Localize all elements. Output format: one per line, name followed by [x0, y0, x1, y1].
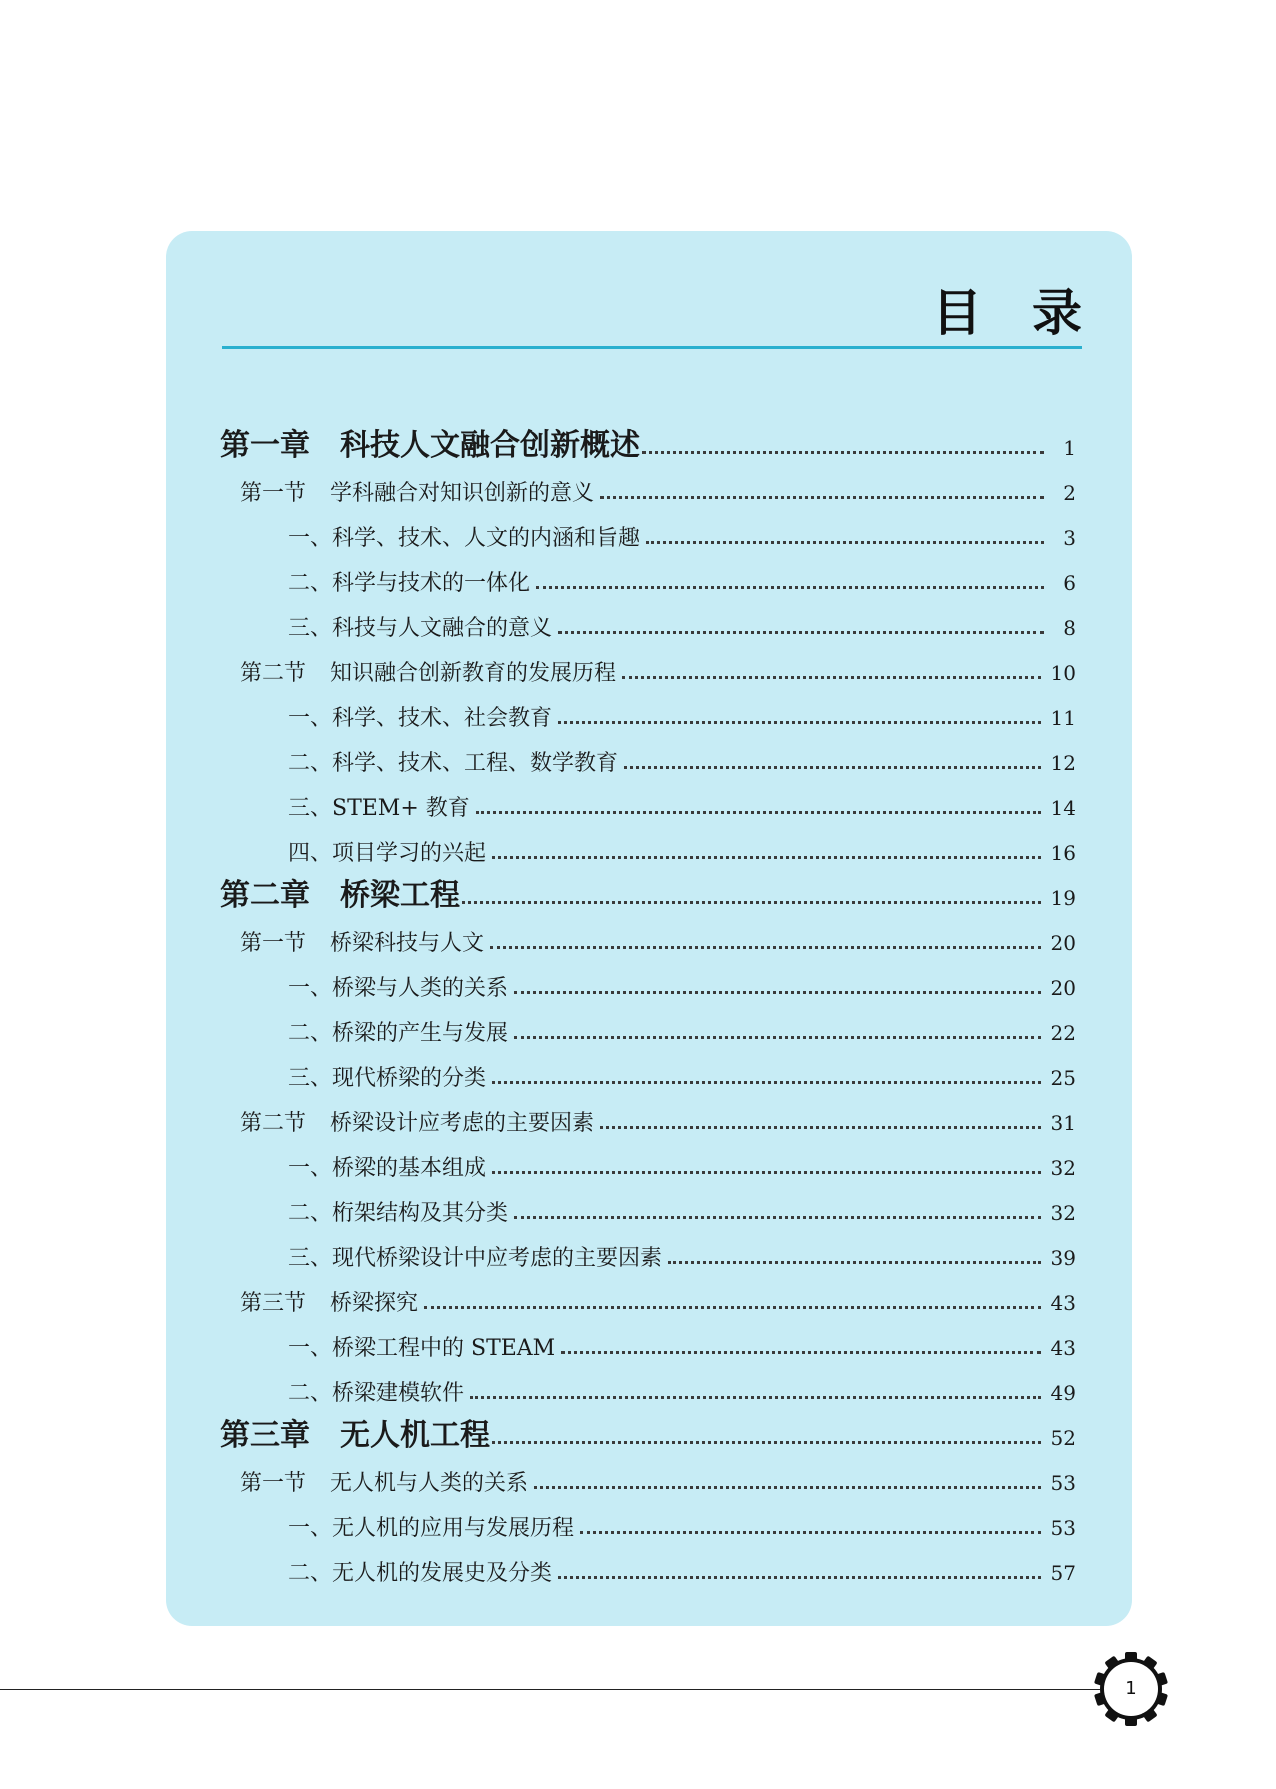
toc-entry-title: 三、科技与人文融合的意义 [288, 616, 553, 641]
toc-entry-chapter[interactable] [220, 871, 1076, 916]
toc-entry-item[interactable] [220, 601, 1076, 646]
toc-entry-page: 32 [1050, 1201, 1076, 1225]
toc-entry-label [220, 1511, 574, 1542]
toc-entry-page: 53 [1050, 1516, 1076, 1540]
dot-leader [624, 766, 1041, 769]
toc-entry-label [220, 791, 470, 822]
dot-leader [424, 1306, 1041, 1309]
toc-entry-label [220, 521, 640, 552]
toc-entry-label [220, 656, 616, 687]
toc-entry-title: 二、桥梁建模软件 [288, 1381, 465, 1406]
toc-entry-label [220, 1286, 418, 1317]
dot-leader [600, 496, 1044, 499]
toc-entry-title: 二、桁架结构及其分类 [288, 1201, 509, 1226]
toc-entry-label [220, 1151, 486, 1182]
toc-entry-number: 第一节 [240, 481, 307, 506]
toc-entry-label [220, 746, 618, 777]
dot-leader [561, 1351, 1040, 1354]
dot-leader [622, 676, 1041, 679]
toc-entry-title: 三、现代桥梁的分类 [288, 1066, 487, 1091]
dot-leader [514, 1036, 1041, 1039]
toc-entry-item[interactable] [220, 826, 1076, 871]
toc-entry-label [220, 1331, 555, 1362]
toc-entry-page: 39 [1050, 1246, 1076, 1270]
toc-entry-title: 二、无人机的发展史及分类 [288, 1561, 553, 1586]
toc-entry-title: 学科融合对知识创新的意义 [330, 481, 595, 506]
page-number: 1 [1125, 1678, 1137, 1699]
toc-entry-page: 3 [1063, 526, 1076, 550]
dot-leader [600, 1126, 1041, 1129]
toc-entry-page: 49 [1050, 1381, 1076, 1405]
dot-leader [492, 1171, 1041, 1174]
toc-entry-label [220, 611, 552, 642]
dot-leader [558, 721, 1041, 724]
dot-leader [490, 946, 1041, 949]
toc-entry-number: 第二节 [240, 661, 307, 686]
toc-entry-page: 43 [1050, 1336, 1076, 1360]
toc-entry-page: 12 [1050, 751, 1076, 775]
toc-entry-section[interactable] [220, 466, 1076, 511]
dot-leader [558, 1576, 1041, 1579]
toc-entry-title: 三、现代桥梁设计中应考虑的主要因素 [288, 1246, 663, 1271]
toc-entry-item[interactable] [220, 691, 1076, 736]
toc-entry-item[interactable] [220, 1006, 1076, 1051]
toc-entry-title: 二、桥梁的产生与发展 [288, 1021, 509, 1046]
toc-entry-number: 第一节 [240, 931, 307, 956]
toc-entry-title: 桥梁探究 [330, 1291, 419, 1316]
toc-entry-label [220, 870, 460, 914]
dot-leader [536, 586, 1044, 589]
dot-leader [514, 1216, 1041, 1219]
toc-entry-title: 四、项目学习的兴起 [288, 841, 487, 866]
toc-entry-label [220, 1410, 490, 1454]
toc-entry-section[interactable] [220, 1276, 1076, 1321]
toc-entry-label [220, 701, 552, 732]
toc-entry-page: 32 [1050, 1156, 1076, 1180]
toc-entry-label [220, 836, 486, 867]
toc-entry-title: 一、科学、技术、人文的内涵和旨趣 [288, 526, 641, 551]
toc-entry-item[interactable] [220, 1141, 1076, 1186]
toc-entry-item[interactable] [220, 1546, 1076, 1591]
toc-entry-title: 知识融合创新教育的发展历程 [330, 661, 617, 686]
toc-entry-page: 10 [1050, 661, 1076, 685]
toc-entry-page: 53 [1050, 1471, 1076, 1495]
toc-entry-page: 57 [1050, 1561, 1076, 1585]
toc-entry-item[interactable] [220, 961, 1076, 1006]
toc-entry-section[interactable] [220, 1096, 1076, 1141]
toc-entry-title: 一、桥梁工程中的 STEAM [288, 1336, 556, 1361]
toc-entry-label [220, 1466, 528, 1497]
toc-entry-chapter[interactable] [220, 1411, 1076, 1456]
toc-entries [220, 421, 1076, 1591]
toc-entry-item[interactable] [220, 1051, 1076, 1096]
toc-entry-page: 1 [1063, 436, 1076, 460]
toc-entry-page: 52 [1050, 1426, 1076, 1450]
dot-leader [492, 856, 1041, 859]
toc-entry-number: 第二节 [240, 1111, 307, 1136]
toc-entry-item[interactable] [220, 556, 1076, 601]
toc-entry-title: 科技人文融合创新概述 [340, 428, 640, 463]
toc-entry-page: 16 [1050, 841, 1076, 865]
toc-entry-label [220, 1061, 486, 1092]
toc-entry-label [220, 1241, 662, 1272]
toc-entry-number: 第三章 [220, 1418, 310, 1453]
dot-leader [580, 1531, 1041, 1534]
toc-entry-page: 11 [1050, 706, 1076, 730]
toc-entry-section[interactable] [220, 1456, 1076, 1501]
toc-entry-item[interactable] [220, 736, 1076, 781]
toc-entry-item[interactable] [220, 1231, 1076, 1276]
toc-entry-item[interactable] [220, 1366, 1076, 1411]
toc-entry-page: 8 [1063, 616, 1076, 640]
toc-entry-page: 20 [1050, 976, 1076, 1000]
dot-leader [476, 811, 1041, 814]
toc-entry-label [220, 566, 530, 597]
toc-entry-item[interactable] [220, 511, 1076, 556]
toc-entry-item[interactable] [220, 1501, 1076, 1546]
toc-entry-title: 无人机与人类的关系 [330, 1471, 529, 1496]
toc-entry-item[interactable] [220, 781, 1076, 826]
dot-leader [470, 1396, 1041, 1399]
dot-leader [534, 1486, 1041, 1489]
dot-leader [492, 1081, 1041, 1084]
toc-entry-page: 2 [1063, 481, 1076, 505]
dot-leader [668, 1261, 1041, 1264]
toc-entry-page: 43 [1050, 1291, 1076, 1315]
toc-title: 目录 [932, 284, 1132, 342]
toc-entry-label [220, 926, 484, 957]
dot-leader [492, 1441, 1041, 1444]
title-rule [222, 346, 1082, 349]
dot-leader [646, 541, 1044, 544]
toc-entry-section[interactable] [220, 646, 1076, 691]
toc-entry-title: 一、桥梁与人类的关系 [288, 976, 509, 1001]
toc-entry-title: 一、无人机的应用与发展历程 [288, 1516, 575, 1541]
toc-entry-label [220, 1196, 508, 1227]
toc-entry-label [220, 1376, 464, 1407]
toc-entry-title: 桥梁设计应考虑的主要因素 [330, 1111, 595, 1136]
toc-entry-page: 20 [1050, 931, 1076, 955]
toc-entry-label [220, 1016, 508, 1047]
footer-rule [0, 1689, 1100, 1690]
dot-leader [462, 901, 1041, 904]
toc-entry-label [220, 420, 640, 464]
toc-entry-label [220, 1556, 552, 1587]
toc-entry-page: 25 [1050, 1066, 1076, 1090]
toc-entry-item[interactable] [220, 1321, 1076, 1366]
toc-entry-label [220, 476, 594, 507]
toc-entry-number: 第二章 [220, 878, 310, 913]
toc-entry-title: 二、科学与技术的一体化 [288, 571, 531, 596]
toc-entry-page: 19 [1050, 886, 1076, 910]
toc-entry-title: 一、科学、技术、社会教育 [288, 706, 553, 731]
toc-entry-number: 第三节 [240, 1291, 307, 1316]
dot-leader [514, 991, 1041, 994]
toc-entry-title: 无人机工程 [340, 1418, 490, 1453]
toc-entry-number: 第一章 [220, 428, 310, 463]
toc-entry-section[interactable] [220, 916, 1076, 961]
toc-entry-title: 二、科学、技术、工程、数学教育 [288, 751, 619, 776]
dot-leader [558, 631, 1044, 634]
toc-entry-number: 第一节 [240, 1471, 307, 1496]
toc-entry-label [220, 1106, 594, 1137]
toc-entry-title: 桥梁科技与人文 [330, 931, 485, 956]
toc-entry-label [220, 971, 508, 1002]
toc-entry-item[interactable] [220, 1186, 1076, 1231]
toc-entry-title: 一、桥梁的基本组成 [288, 1156, 487, 1181]
toc-panel [166, 231, 1132, 1626]
dot-leader [642, 451, 1044, 454]
toc-entry-page: 6 [1063, 571, 1076, 595]
toc-entry-title: 桥梁工程 [340, 878, 460, 913]
toc-entry-page: 22 [1050, 1021, 1076, 1045]
toc-entry-chapter[interactable] [220, 421, 1076, 466]
toc-entry-page: 14 [1050, 796, 1076, 820]
toc-entry-page: 31 [1050, 1111, 1076, 1135]
toc-entry-title: 三、STEM+ 教育 [288, 796, 470, 821]
